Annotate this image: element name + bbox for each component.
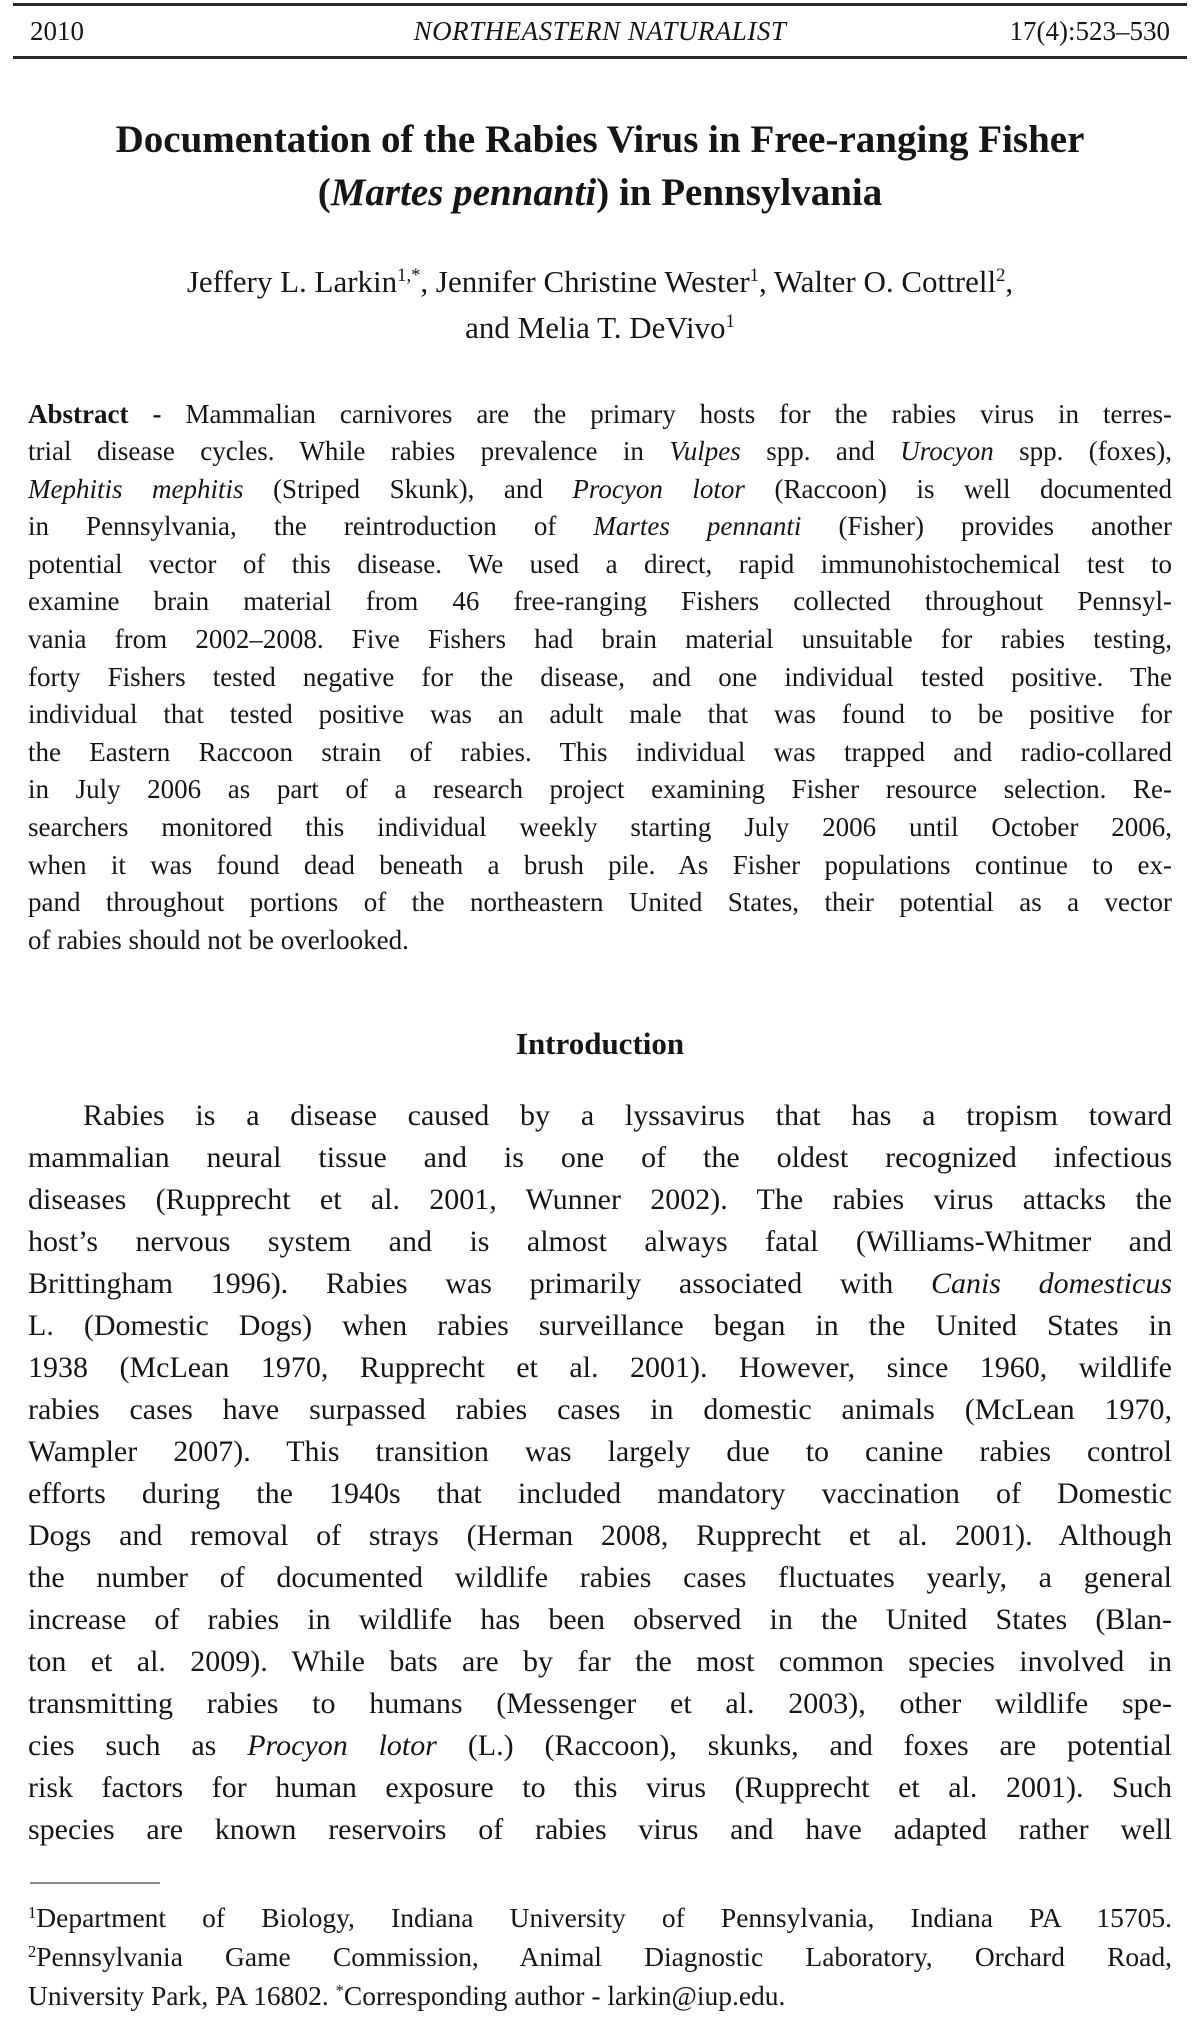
text-line: Documentation of the Rabies Virus in Free-ranging Fisher <box>115 117 1085 161</box>
text-line: in Pennsylvania, the reintroduction of Martes pennanti (Fisher) provides another <box>28 511 1172 542</box>
text-line: Rabies is a disease caused by a lyssavirus that has a tropism toward <box>83 1099 1172 1133</box>
header-rule-bottom <box>13 56 1187 59</box>
text-line: of rabies should not be overlooked. <box>28 924 409 955</box>
text-line: examine brain material from 46 free-ranging Fishers collected throughout Pennsyl- <box>28 586 1172 617</box>
text-line: efforts during the 1940s that included mandatory vaccination of Domestic <box>28 1477 1172 1511</box>
text-line: the number of documented wildlife rabies cases fluctuates yearly, a general <box>28 1561 1172 1595</box>
text-line: Brittingham 1996). Rabies was primarily associated with Canis domesticus <box>28 1267 1172 1301</box>
author-list <box>28 259 1172 351</box>
text-line: cies such as Procyon lotor (L.) (Raccoon), skunks, and foxes are potential <box>28 1729 1172 1763</box>
text-line: L. (Domestic Dogs) when rabies surveillance began in the United States in <box>28 1309 1172 1343</box>
text-line: individual that tested positive was an adult male that was found to be positive for <box>28 699 1172 730</box>
text-line: risk factors for human exposure to this virus (Rupprecht et al. 2001). Such <box>28 1771 1172 1805</box>
text-line: University Park, PA 16802. *Corresponding author - larkin@iup.edu. <box>28 1980 786 2012</box>
text-line: trial disease cycles. While rabies prevalence in Vulpes spp. and Urocyon spp. (foxes), <box>28 436 1172 467</box>
journal-name: NORTHEASTERN NATURALIST <box>413 16 787 46</box>
text-line: in July 2006 as part of a research project examining Fisher resource selection. Re- <box>28 774 1172 805</box>
text-line: when it was found dead beneath a brush pile. As Fisher populations continue to ex- <box>28 849 1172 880</box>
text-line: 1938 (McLean 1970, Rupprecht et al. 2001). However, since 1960, wildlife <box>28 1351 1172 1385</box>
text-line: diseases (Rupprecht et al. 2001, Wunner 2002). The rabies virus attacks the <box>28 1183 1172 1217</box>
journal-citation: 17(4):523–530 <box>1009 16 1171 46</box>
text-line: Abstract - Mammalian carnivores are the primary hosts for the rabies virus in terres- <box>28 398 1172 429</box>
text-line: $^1$Department of Biology, Indiana University of Pennsylvania, Indiana PA 15705. <box>28 1902 1172 1934</box>
text-line: rabies cases have surpassed rabies cases in domestic animals (McLean 1970, <box>28 1393 1172 1427</box>
abstract-paragraph <box>28 396 1172 960</box>
text-line: potential vector of this disease. We used a direct, rapid immunohistochemical test to <box>28 548 1172 579</box>
text-line: vania from 2002–2008. Five Fishers had brain material unsuitable for rabies testing, <box>28 624 1172 655</box>
journal-year: 2010 <box>30 16 84 46</box>
text-line: the Eastern Raccoon strain of rabies. This individual was trapped and radio-collared <box>28 736 1172 767</box>
text-line: (Martes pennanti) in Pennsylvania <box>317 170 883 214</box>
text-line: Jeffery L. Larkin$^{1,*}$, Jennifer Christine Wester$^1$, Walter O. Cottrell$^2$, <box>186 263 1014 299</box>
footnotes <box>28 1898 1172 2015</box>
text-line: increase of rabies in wildlife has been observed in the United States (Blan- <box>28 1603 1172 1637</box>
text-line: species are known reservoirs of rabies virus and have adapted rather well <box>28 1813 1172 1847</box>
text-line: $^2$Pennsylvania Game Commission, Animal Diagnostic Laboratory, Orchard Road, <box>28 1941 1172 1973</box>
page-header <box>28 6 1172 56</box>
text-line: and Melia T. DeVivo$^1$ <box>465 309 735 345</box>
footnote-divider <box>30 1882 160 1884</box>
text-line: Dogs and removal of strays (Herman 2008, Rupprecht et al. 2001). Although <box>28 1519 1172 1553</box>
article-title <box>28 113 1172 219</box>
text-line: forty Fishers tested negative for the disease, and one individual tested positive. The <box>28 661 1172 692</box>
text-line: Wampler 2007). This transition was largely due to canine rabies control <box>28 1435 1172 1469</box>
introduction-heading: Introduction <box>515 1026 685 1062</box>
text-line: mammalian neural tissue and is one of the oldest recognized infectious <box>28 1141 1172 1175</box>
introduction-paragraph <box>28 1095 1172 1851</box>
text-line: transmitting rabies to humans (Messenger et al. 2003), other wildlife spe- <box>28 1687 1172 1721</box>
text-line: ton et al. 2009). While bats are by far the most common species involved in <box>28 1645 1172 1679</box>
text-line: pand throughout portions of the northeastern United States, their potential as a vector <box>28 887 1172 918</box>
text-line: host’s nervous system and is almost always fatal (Williams-Whitmer and <box>28 1225 1172 1259</box>
text-line: searchers monitored this individual weekly starting July 2006 until October 2006, <box>28 812 1172 843</box>
text-line: Mephitis mephitis (Striped Skunk), and Procyon lotor (Raccoon) is well documented <box>28 473 1172 504</box>
